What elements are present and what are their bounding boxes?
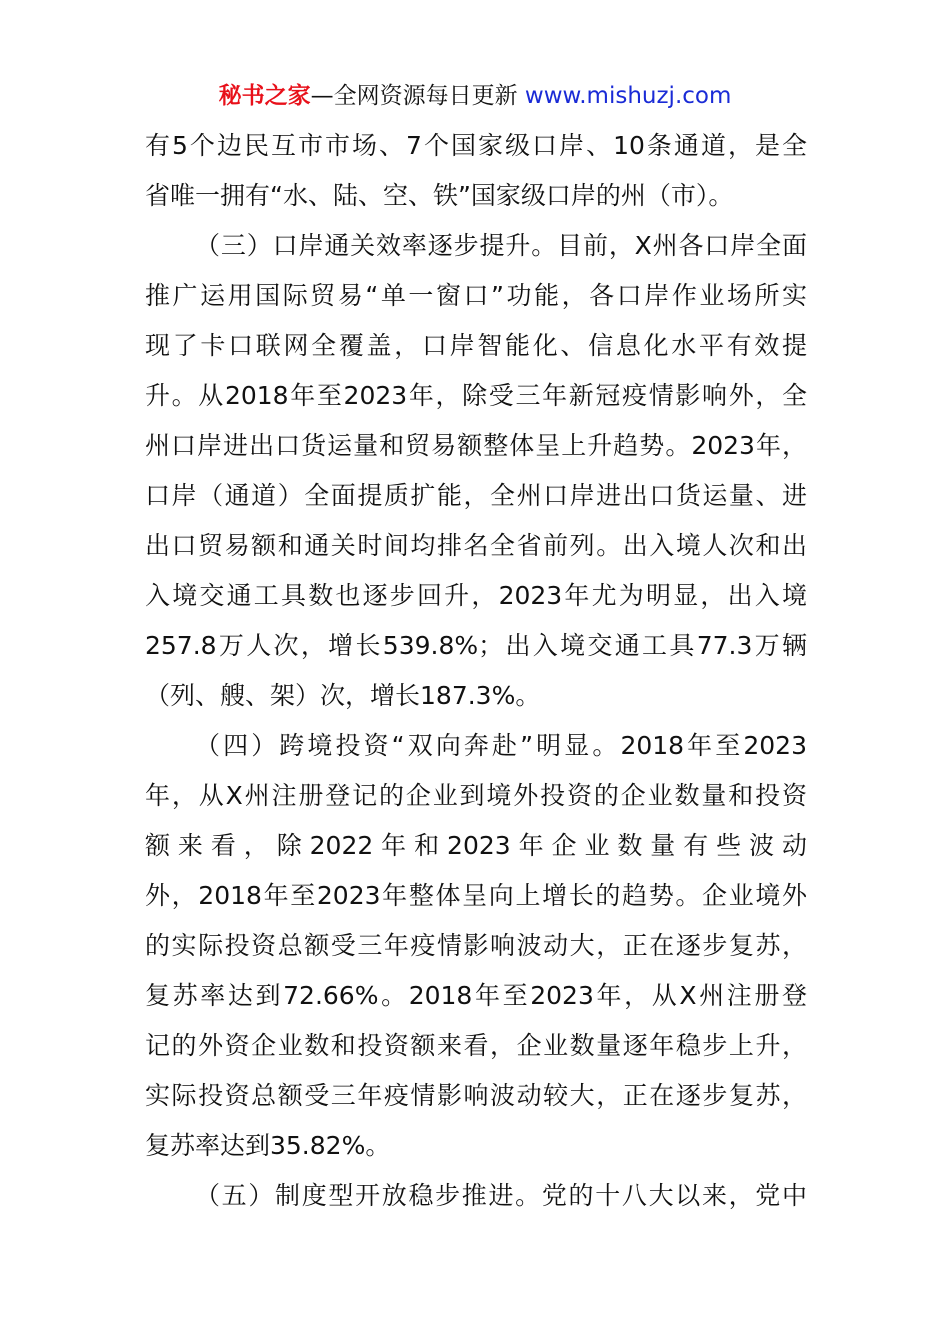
body-line: 年，从X州注册登记的企业到境外投资的企业数量和投资: [145, 781, 807, 810]
body-line: 入境交通工具数也逐步回升，2023年尤为明显，出入境: [145, 581, 807, 610]
body-line: （列、艘、架）次，增长187.3%。: [145, 681, 541, 710]
document-body: [145, 121, 807, 1221]
watermark-header: [0, 80, 950, 112]
section-heading-line: （三）口岸通关效率逐步提升。目前，X州各口岸全面: [195, 231, 807, 260]
body-line: 现了卡口联网全覆盖，口岸智能化、信息化水平有效提: [145, 331, 807, 360]
website-link[interactable]: www.mishuzj.com: [517, 83, 732, 109]
section-heading-line: （四）跨境投资“双向奔赴”明显。2018年至2023: [195, 731, 807, 760]
body-line: 复苏率达到72.66%。2018年至2023年，从X州注册登: [145, 981, 807, 1010]
body-line: 省唯一拥有“水、陆、空、铁”国家级口岸的州（市）。: [145, 181, 734, 210]
body-line: 额来看，除2022年和2023年企业数量有些波动: [145, 831, 807, 860]
header-tagline: —全网资源每日更新: [310, 83, 518, 109]
body-line: 升。从2018年至2023年，除受三年新冠疫情影响外，全: [145, 381, 807, 410]
body-line: 州口岸进出口货运量和贸易额整体呈上升趋势。2023年，: [145, 431, 807, 460]
body-line: 推广运用国际贸易“单一窗口”功能，各口岸作业场所实: [145, 281, 807, 310]
body-line: 实际投资总额受三年疫情影响波动较大，正在逐步复苏，: [145, 1081, 807, 1110]
section-heading-line: （五）制度型开放稳步推进。党的十八大以来，党中: [195, 1181, 807, 1210]
body-line: 的实际投资总额受三年疫情影响波动大，正在逐步复苏，: [145, 931, 807, 960]
body-line: 257.8万人次，增长539.8%；出入境交通工具77.3万辆: [145, 631, 807, 660]
body-line: 记的外资企业数和投资额来看，企业数量逐年稳步上升，: [145, 1031, 807, 1060]
body-line: 出口贸易额和通关时间均排名全省前列。出入境人次和出: [145, 531, 807, 560]
body-line: 外，2018年至2023年整体呈向上增长的趋势。企业境外: [145, 881, 807, 910]
body-line: 有5个边民互市市场、7个国家级口岸、10条通道，是全: [145, 131, 807, 160]
body-line: 口岸（通道）全面提质扩能，全州口岸进出口货运量、进: [145, 481, 807, 510]
brand-name: 秘书之家: [218, 83, 311, 109]
body-line: 复苏率达到35.82%。: [145, 1131, 391, 1160]
